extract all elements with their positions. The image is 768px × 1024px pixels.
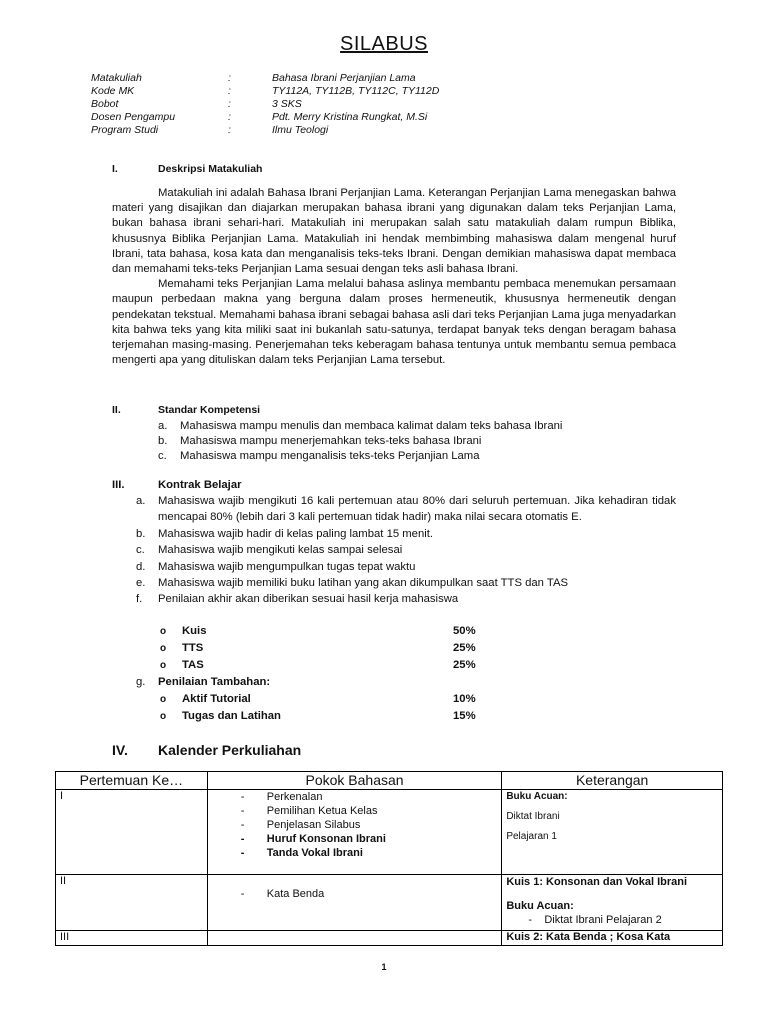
grade-list bbox=[160, 623, 520, 674]
note-heading: Buku Acuan: bbox=[506, 791, 568, 802]
grade-row bbox=[160, 708, 520, 725]
list-text: Mahasiswa wajib mengikuti kelas sampai selesai bbox=[158, 544, 403, 557]
topics-cell bbox=[207, 790, 502, 875]
list-text: Mahasiswa wajib hadir di kelas paling lambat 15 menit. bbox=[158, 527, 434, 540]
list-item bbox=[158, 434, 678, 449]
dash-marker: - bbox=[240, 791, 245, 803]
note-cell bbox=[502, 875, 723, 931]
page-title: SILABUS bbox=[340, 33, 428, 55]
section-number: I. bbox=[112, 163, 118, 175]
meeting-cell: I bbox=[56, 790, 208, 875]
section-heading-4 bbox=[112, 742, 302, 758]
note-text: Pelajaran 1 bbox=[506, 831, 557, 842]
dash-marker: - bbox=[240, 819, 245, 831]
column-header: Pokok Bahasan bbox=[207, 772, 502, 790]
list-marker: b. bbox=[158, 435, 168, 447]
grade-name: Aktif Tutorial bbox=[182, 693, 251, 705]
topic-text: Tanda Vokal Ibrani bbox=[266, 847, 363, 859]
dash-marker: - bbox=[240, 833, 245, 845]
column-header: Keterangan bbox=[502, 772, 723, 790]
grade-row bbox=[160, 657, 520, 674]
info-colon: : bbox=[228, 111, 231, 123]
topic-item bbox=[241, 818, 498, 832]
info-value: Bahasa Ibrani Perjanjian Lama bbox=[272, 72, 416, 84]
info-value: Ilmu Teologi bbox=[272, 124, 329, 136]
list-item bbox=[136, 526, 676, 542]
competency-list bbox=[158, 419, 678, 464]
info-value: Pdt. Merry Kristina Rungkat, M.Si bbox=[272, 111, 428, 123]
topics-cell bbox=[207, 875, 502, 931]
section-number: IV. bbox=[112, 742, 128, 758]
info-value: TY112A, TY112B, TY112C, TY112D bbox=[272, 85, 440, 97]
bullet-icon: o bbox=[160, 660, 167, 671]
description-text bbox=[112, 186, 676, 368]
section-number: II. bbox=[112, 404, 121, 416]
grade-name: TAS bbox=[182, 659, 204, 671]
info-row bbox=[91, 72, 591, 85]
list-marker: b. bbox=[136, 527, 146, 540]
topic-text: Kata Benda bbox=[266, 888, 325, 900]
quiz-note: Kuis 1: Konsonan dan Vokal Ibrani bbox=[506, 876, 688, 888]
dash-marker: - bbox=[528, 914, 532, 926]
list-marker: g. bbox=[136, 676, 146, 688]
note-heading: Buku Acuan: bbox=[506, 900, 574, 912]
dash-marker: - bbox=[240, 888, 245, 900]
topics-cell bbox=[207, 931, 502, 946]
info-key: Dosen Pengampu bbox=[91, 111, 176, 123]
grade-row bbox=[160, 623, 520, 640]
list-text: Mahasiswa wajib memiliki buku latihan yang akan dikumpulkan saat TTS dan TAS bbox=[158, 577, 569, 590]
topic-item bbox=[241, 832, 498, 846]
meeting-cell: III bbox=[56, 931, 208, 946]
table-row bbox=[56, 790, 723, 875]
calendar-table bbox=[55, 771, 723, 946]
info-row bbox=[91, 98, 591, 111]
grade-name: Kuis bbox=[182, 625, 207, 637]
meeting-cell: II bbox=[56, 875, 208, 931]
topic-text: Perkenalan bbox=[266, 791, 323, 803]
grade-name: TTS bbox=[182, 642, 204, 654]
topic-item bbox=[241, 804, 498, 818]
grade-percent: 10% bbox=[453, 693, 476, 705]
description-paragraph-1: Matakuliah ini adalah Bahasa Ibrani Perjanjian Lama. Keterangan Perjanjian Lama menegaskan bahwa materi yang disajikan dan diajarkan merupakan bahasa ibrani yang digunakan dalam teks Perjanjian Lama, bukan bahasa ibrani sehari-hari. Matakuliah ini merupakan salah satu matakuliah dalam rumpun Biblika, khususnya Biblika Perjanjian Lama. Matakuliah ini hendak membimbing mahasiswa dalam mengenal huruf Ibrani, tata bahasa, kosa kata dan menganalisis teks-teks Ibrani. Dengan demikian mahasiswa dapat membaca dan memahami teks-teks Perjanjian Lama sesuai dengan teks asli bahasa Ibrani. bbox=[112, 187, 676, 276]
bullet-icon: o bbox=[160, 643, 167, 654]
topic-text: Penjelasan Silabus bbox=[266, 819, 361, 831]
list-marker: d. bbox=[136, 560, 146, 573]
list-text: Mahasiswa mampu menulis dan membaca kalimat dalam teks bahasa Ibrani bbox=[180, 420, 563, 432]
course-info bbox=[91, 72, 591, 137]
info-colon: : bbox=[228, 72, 231, 84]
list-marker: f. bbox=[136, 593, 143, 606]
topic-item bbox=[241, 790, 498, 804]
topic-item bbox=[241, 887, 498, 901]
list-item bbox=[136, 559, 676, 575]
list-marker: e. bbox=[136, 577, 146, 590]
extra-grading-label: Penilaian Tambahan: bbox=[158, 676, 271, 688]
list-marker: c. bbox=[158, 450, 167, 462]
contract-list bbox=[136, 493, 676, 608]
bullet-icon: o bbox=[160, 711, 167, 722]
dash-marker: - bbox=[240, 847, 245, 859]
bullet-icon: o bbox=[160, 694, 167, 705]
grade-row bbox=[160, 640, 520, 657]
list-item bbox=[136, 542, 676, 558]
note-text: Diktat Ibrani Pelajaran 2 bbox=[544, 914, 662, 926]
grade-percent: 25% bbox=[453, 659, 476, 671]
section-label: Standar Kompetensi bbox=[158, 404, 261, 416]
dash-marker: - bbox=[240, 805, 245, 817]
table-row bbox=[56, 931, 723, 946]
section-label: Deskripsi Matakuliah bbox=[158, 163, 263, 175]
grade-percent: 15% bbox=[453, 710, 476, 722]
section-number: III. bbox=[112, 479, 125, 491]
list-marker: a. bbox=[158, 420, 168, 432]
list-text: Mahasiswa mampu menganalisis teks-teks Perjanjian Lama bbox=[180, 450, 480, 462]
description-paragraph-2: Memahami teks Perjanjian Lama melalui bahasa aslinya membantu pembaca menemukan persamaan maupun perbedaan makna yang berguna dalam proses hermeneutik, khususnya hermeneutik dengan pendekatan tekstual. Memahami bahasa ibrani sebagai bahasa asli dari teks Perjanjian Lama juga menyadarkan kita bahwa teks yang kita miliki saat ini bukanlah satu-satunya, terdapat banyak teks dengan beragam bahasa terjemahan masing-masing. Penerjemahan teks keberagam bahasa tentunya untuk membantu semua pembaca mengerti apa yang dituliskan dalam teks Perjanjian Lama tersebut. bbox=[112, 278, 676, 367]
topic-text: Pemilihan Ketua Kelas bbox=[266, 805, 378, 817]
topic-text: Huruf Konsonan Ibrani bbox=[266, 833, 386, 845]
info-value: 3 SKS bbox=[272, 98, 302, 110]
grade-name: Tugas dan Latihan bbox=[182, 710, 281, 722]
info-row bbox=[91, 124, 591, 137]
list-item bbox=[136, 591, 676, 607]
extra-grading-row bbox=[136, 674, 496, 691]
list-item bbox=[158, 419, 678, 434]
section-label: Kontrak Belajar bbox=[158, 479, 242, 491]
list-marker: c. bbox=[136, 544, 145, 557]
list-text: Mahasiswa wajib mengikuti 16 kali pertemuan atau 80% dari seluruh pertemuan. Jika kehadiran tidak mencapai 80% (lebih dari 3 kali pertemuan tidak hadir) maka nilai secara otomatis E. bbox=[158, 495, 676, 524]
info-colon: : bbox=[228, 124, 231, 136]
section-label: Kalender Perkuliahan bbox=[158, 742, 302, 758]
list-item bbox=[158, 449, 678, 464]
list-item bbox=[136, 575, 676, 591]
table-row bbox=[56, 875, 723, 931]
note-text: Diktat Ibrani bbox=[506, 811, 560, 822]
info-row bbox=[91, 85, 591, 98]
list-text: Mahasiswa wajib mengumpulkan tugas tepat waktu bbox=[158, 560, 416, 573]
list-text: Penilaian akhir akan diberikan sesuai hasil kerja mahasiswa bbox=[158, 593, 459, 606]
note-cell bbox=[502, 790, 723, 875]
extra-grading-heading bbox=[136, 674, 496, 691]
extra-grade-list bbox=[160, 691, 520, 725]
list-text: Mahasiswa mampu menerjemahkan teks-teks bahasa Ibrani bbox=[180, 435, 482, 447]
topic-item bbox=[241, 846, 498, 860]
table-header-row bbox=[56, 772, 723, 790]
info-key: Kode MK bbox=[91, 85, 135, 97]
note-item bbox=[528, 913, 718, 927]
info-key: Matakuliah bbox=[91, 72, 142, 84]
column-header: Pertemuan Ke… bbox=[56, 772, 208, 790]
grade-row bbox=[160, 691, 520, 708]
grade-percent: 25% bbox=[453, 642, 476, 654]
list-item bbox=[136, 493, 676, 526]
quiz-note: Kuis 2: Kata Benda ; Kosa Kata bbox=[502, 931, 723, 946]
info-key: Bobot bbox=[91, 98, 119, 110]
info-key: Program Studi bbox=[91, 124, 159, 136]
grade-percent: 50% bbox=[453, 625, 476, 637]
list-marker: a. bbox=[136, 495, 146, 507]
bullet-icon: o bbox=[160, 626, 167, 637]
info-colon: : bbox=[228, 98, 231, 110]
info-row bbox=[91, 111, 591, 124]
page-number: 1 bbox=[381, 962, 387, 972]
info-colon: : bbox=[228, 85, 231, 97]
